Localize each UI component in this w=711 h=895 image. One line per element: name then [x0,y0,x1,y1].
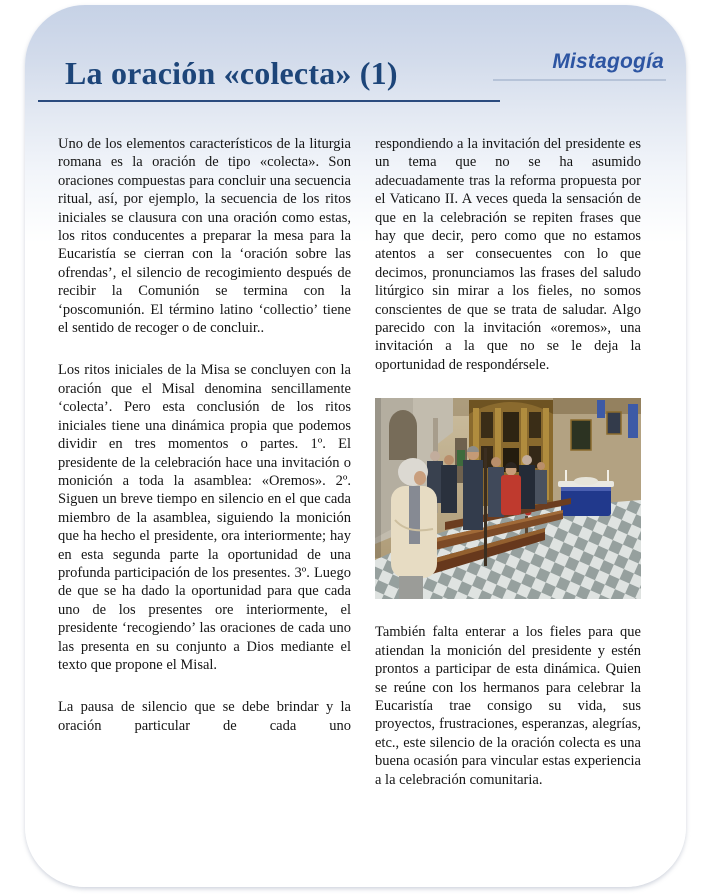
publication-name: Mistagogía [552,50,664,73]
body-paragraph: Uno de los elementos característicos de la liturgia romana es la oración de tipo «colecta». Son oraciones compuestas para concluir una secuencia ritual, así, por ejemplo, la secuencia de los ritos iniciales se clausura con una oración como estas, los ritos conducentes a preparar la mesa para la Eucaristía se cierran con la ‘oración sobre las ofrendas’, el silencio de recogimiento después de recibir la Comunión se termina con la ‘poscomunión. El término latino ‘collectio’ tiene el sentido de recoger o de concluir.. [58,136,351,337]
body-paragraph: También falta enterar a los fieles para que atiendan la monición del presidente y estén prontos a participar de esta dinámica. Quien se reúne con los hermanos para celebrar la Eucaristía trae consigo su vida, sus proyectos, frustraciones, esperanzas, alegrías, etc., este silencio de la oración colecta es una buena ocasión para vincular estas experiencia a la celebración comunitaria. [375,624,641,788]
title-underline [38,100,500,102]
church-photo [375,398,641,599]
photo-vignette [375,398,381,558]
brand-underline [493,79,666,81]
document-page [25,5,686,887]
right-column [375,135,641,813]
article-title: La oración «colecta» (1) [65,55,398,91]
left-column [58,135,351,813]
body-paragraph: La pausa de silencio que se debe brindar y la oración particular de cada uno [58,699,351,734]
article-body [58,135,654,813]
body-paragraph: respondiendo a la invitación del presidente es un tema que no se ha asumido adecuadamente tras la reforma propuesta por el Vaticano II. A veces queda la sensación de que en la celebración se repiten frases que hay que decir, pero como que no estamos atentos a ser consecuentes con lo que decimos, pronunciamos las frases del saludo litúrgico sin mirar a los fieles, no somos conscientes de que se trata de saludar. Algo parecido con la invitación «oremos», una invitación a la que no se le deja la oportunidad de respondérsele. [375,136,641,373]
body-paragraph: Los ritos iniciales de la Misa se concluyen con la oración que el Misal denomina sencillamente ‘colecta’. Pero esta conclusión de los ritos iniciales tiene una dinámica propia que podemos dividir en tres momentos o partes. 1º. El presidente de la celebración hace una invitación o monición a toda la asamblea: «Oremos». 2º. Siguen un breve tiempo en silencio en el que cada miembro de la asamblea, siguiendo la monición que ha hecho el presidente, ora interiormente; hay en esta segunda parte la oportunidad de una profunda participación de los presentes. 3º. Luego de que se ha dado la oportunidad para que cada uno de los presentes ore interiormente, el presidente ‘recogiendo’ las oraciones de cada uno las presenta en su conjunto a Dios mediante el texto que propone el Misal. [58,362,351,673]
